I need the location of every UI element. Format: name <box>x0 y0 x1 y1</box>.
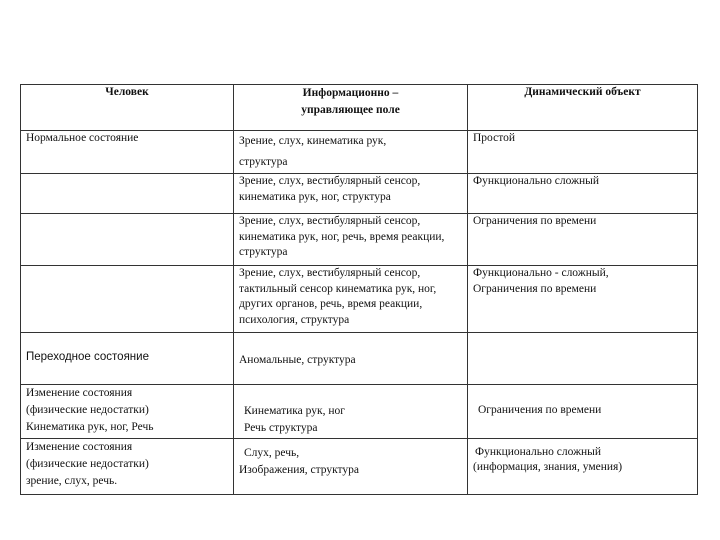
cell-dynamic-object <box>468 174 698 214</box>
cell-info-field <box>234 333 468 385</box>
cell-dynamic-object <box>468 439 698 495</box>
cell-human <box>21 174 234 214</box>
cell-dynamic-object <box>468 333 698 385</box>
comparison-table <box>20 84 698 495</box>
cell-human <box>21 266 234 333</box>
cell-text-line1: Изменение состояния <box>26 387 133 399</box>
header-human-label: Человек <box>105 86 149 98</box>
cell-text: Ограничения по времени <box>473 215 597 227</box>
table-row <box>21 333 698 385</box>
cell-info-field <box>234 131 468 174</box>
cell-text-line1: Кинематика рук, ног <box>244 405 345 417</box>
cell-human <box>21 333 234 385</box>
cell-text: Функционально сложный <box>473 175 600 187</box>
cell-info-field <box>234 266 468 333</box>
cell-text: Переходное состояние <box>26 351 149 363</box>
cell-text: Аномальные, структура <box>239 354 356 366</box>
table-row <box>21 266 698 333</box>
cell-text: Зрение, слух, вестибулярный сенсор, тактильный сенсор кинематика рук, ног, других органов, речь, время реакции, психология, структура <box>239 267 437 326</box>
header-row <box>21 85 698 131</box>
cell-text-line2: (физические недостатки) <box>26 404 149 416</box>
cell-info-field <box>234 439 468 495</box>
cell-dynamic-object <box>468 385 698 439</box>
cell-human <box>21 385 234 439</box>
cell-human <box>21 214 234 266</box>
cell-text: Ограничения по времени <box>478 404 602 416</box>
table-row <box>21 439 698 495</box>
header-info-field-line1: Информационно – <box>302 87 399 99</box>
header-dynamic-object <box>468 85 698 131</box>
cell-info-field <box>234 214 468 266</box>
table-row <box>21 385 698 439</box>
cell-text-line3: зрение, слух, речь. <box>26 475 118 487</box>
cell-text-line2: Речь структура <box>244 422 318 434</box>
cell-text-line1: Слух, речь, <box>244 447 300 459</box>
table-row <box>21 131 698 174</box>
cell-dynamic-object <box>468 214 698 266</box>
header-info-field <box>234 85 468 131</box>
cell-info-field <box>234 385 468 439</box>
header-human <box>21 85 234 131</box>
cell-text: Зрение, слух, вестибулярный сенсор, кинематика рук, ног, структура <box>239 175 421 203</box>
cell-text: Нормальное состояние <box>26 132 139 144</box>
cell-text-line1: Зрение, слух, кинематика рук, <box>239 135 387 147</box>
header-info-field-line2: управляющее поле <box>301 104 400 116</box>
cell-human <box>21 439 234 495</box>
cell-text-line2: Ограничения по времени <box>473 282 597 295</box>
cell-text-line2: структура <box>239 156 288 168</box>
cell-text-line1: Функционально - сложный, <box>473 267 609 279</box>
cell-dynamic-object <box>468 131 698 174</box>
cell-text: Простой <box>473 132 515 144</box>
cell-human <box>21 131 234 174</box>
table-row <box>21 214 698 266</box>
cell-text-line2: Изображения, структура <box>239 464 360 476</box>
cell-text-line2: (информация, знания, умения) <box>473 461 623 473</box>
cell-text-line3: Кинематика рук, ног, Речь <box>26 421 154 433</box>
cell-text-line1: Изменение состояния <box>26 441 133 453</box>
cell-text-line1: Функционально сложный <box>475 446 602 458</box>
cell-text-line2: (физические недостатки) <box>26 458 149 470</box>
header-dynamic-object-label: Динамический объект <box>524 86 641 98</box>
cell-info-field <box>234 174 468 214</box>
cell-text: Зрение, слух, вестибулярный сенсор, кинематика рук, ног, речь, время реакции, структура <box>239 215 445 258</box>
cell-dynamic-object <box>468 266 698 333</box>
table-row <box>21 174 698 214</box>
